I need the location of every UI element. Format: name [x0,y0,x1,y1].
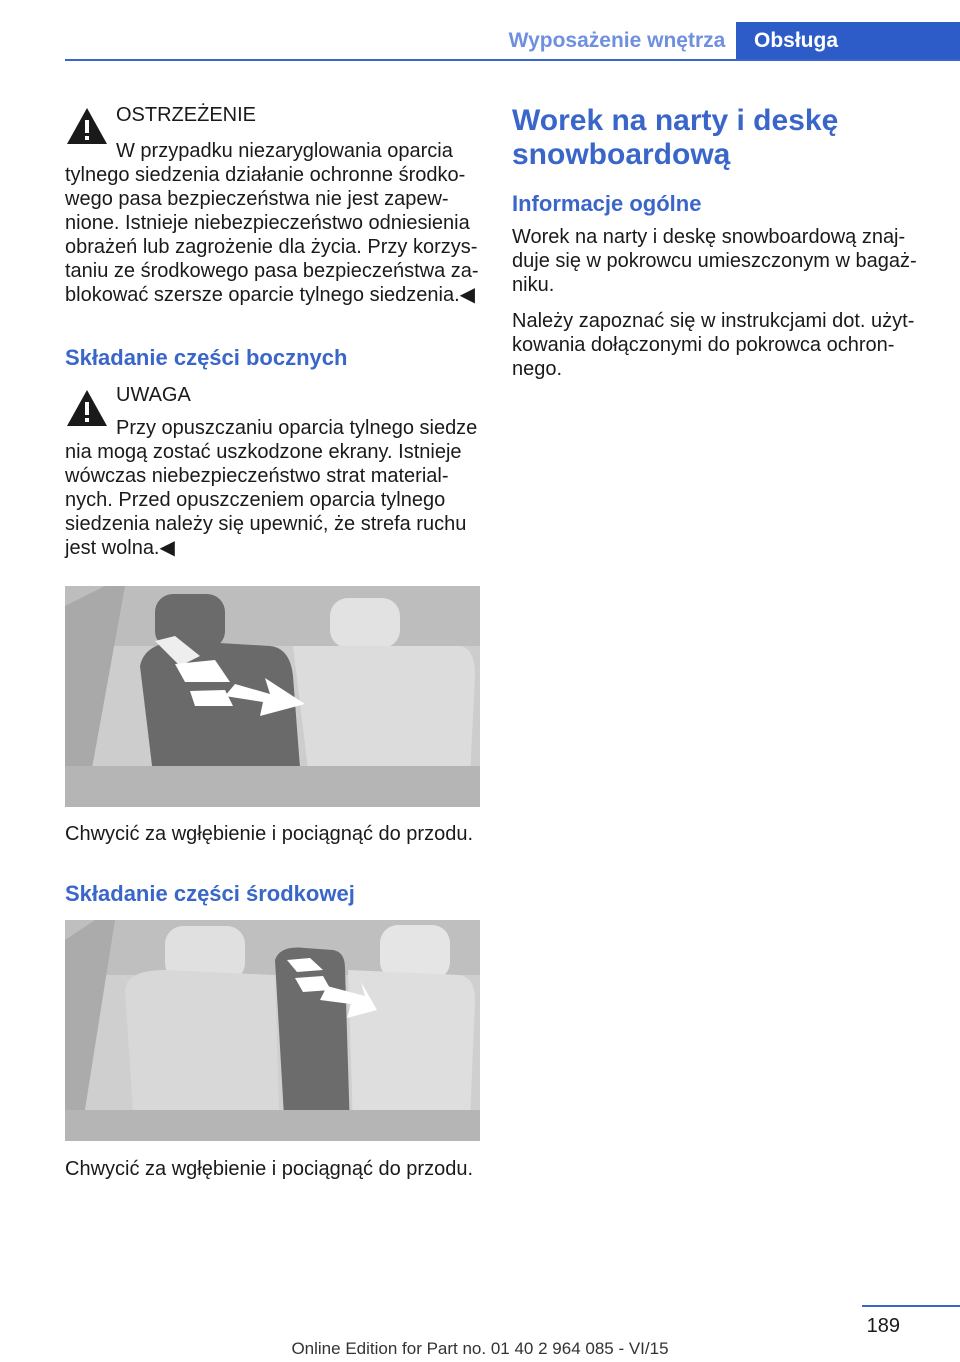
photo-middle-backrest [65,920,480,1141]
warning-text-2-first-line: Przy opuszczaniu oparcia tylnego siedze [116,417,478,439]
footer-edition: Online Edition for Part no. 01 40 2 964 085 - VI/15 [291,1339,669,1358]
heading-side-parts: Składanie części bocznych [65,345,348,370]
header-chapter-tab: Obsługa [736,22,960,61]
warning-text-1-body: tylnego siedzenia działanie ochronne środkowego pasa bezpieczeństwa nie jest zapewnione. Istnieje niebezpieczeństwo odniesienia obrażeń lub zagrożenie dla życia. Przy korzystaniu ze środkowego pasa bezpieczeństwa zablokować szersze oparcie tylnego siedzenia.◀ [65,164,479,306]
subheading-general-info: Informacje ogólne [512,191,702,216]
page-number: 189 [866,1315,900,1337]
warning-triangle-icon [65,106,109,146]
right-paragraph-2: Należy zapoznać się w instrukcjami dot. użytkowania dołączonymi do pokrowca ochronnego. [512,310,915,380]
photo-side-backrest [65,586,480,807]
warning-icon-2 [65,388,109,433]
header-rule [65,59,960,61]
photo-caption-1: Chwycić za wgłębienie i pociągnąć do przodu. [65,823,474,845]
warning-text-1-first-line: W przypadku niezaryglowania oparcia [116,140,453,162]
section-title: Worek na narty i deskę snowboardową [512,104,839,171]
heading-middle-part: Składanie części środkowej [65,881,355,906]
warning-triangle-icon [65,388,109,428]
footer-rule [862,1305,960,1307]
right-paragraph-1: Worek na narty i deskę snowboardową znajduje się w pokrowcu umieszczonym w bagażniku. [512,226,917,296]
warning-icon-1 [65,106,109,151]
warning-label-2: UWAGA [116,384,191,406]
warning-label-1: OSTRZEŻENIE [116,104,257,126]
photo-caption-2: Chwycić za wgłębienie i pociągnąć do przodu. [65,1158,474,1180]
header-section-title: Wyposażenie wnętrza [508,29,726,52]
warning-text-2-body: nia mogą zostać uszkodzone ekrany. Istnieje wówczas niebezpieczeństwo strat materialnych. Przed opuszczeniem oparcia tylnego siedzenia należy się upewnić, że strefa ruchu jest wolna.◀ [65,441,467,559]
